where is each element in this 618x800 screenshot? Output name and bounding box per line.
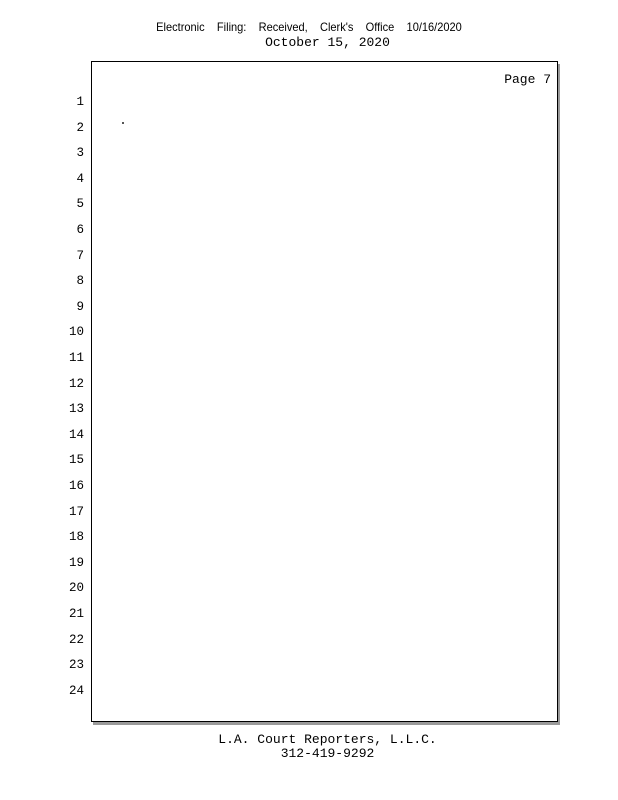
footer [0,733,618,761]
line-number: 2 [76,121,84,135]
line-number: 24 [68,684,84,698]
line-number: 11 [68,351,84,365]
line-number: 10 [68,325,84,339]
line-number: 9 [76,300,84,314]
line-number: 6 [76,223,84,237]
line-number: 7 [76,249,84,263]
page-number: Page 7 [504,72,551,87]
line-number: 5 [76,197,84,211]
line-number: 17 [68,505,84,519]
line-number: 14 [68,428,84,442]
line-number: 8 [76,274,84,288]
line-number: 23 [68,658,84,672]
line-number: 22 [68,633,84,647]
reporter-company: L.A. Court Reporters, L.L.C. [218,732,437,747]
transcript-page [91,61,558,722]
line-number: 13 [68,402,84,416]
line-number: 4 [76,172,84,186]
line-number: 12 [68,377,84,391]
reporter-phone: 312-419-9292 [280,746,375,761]
line-number: 15 [68,453,84,467]
line-number: 19 [68,556,84,570]
line-number: 21 [68,607,84,621]
transcript-date: October 15, 2020 [265,35,390,50]
line-number: 20 [68,581,84,595]
line-number: 16 [68,479,84,493]
line-number: 1 [76,95,84,109]
margin-mark [122,122,124,124]
filing-stamp: Electronic Filing: Received, Clerk's Office 10/16/2020 [156,20,462,34]
line-number: 3 [76,146,84,160]
line-number: 18 [68,530,84,544]
